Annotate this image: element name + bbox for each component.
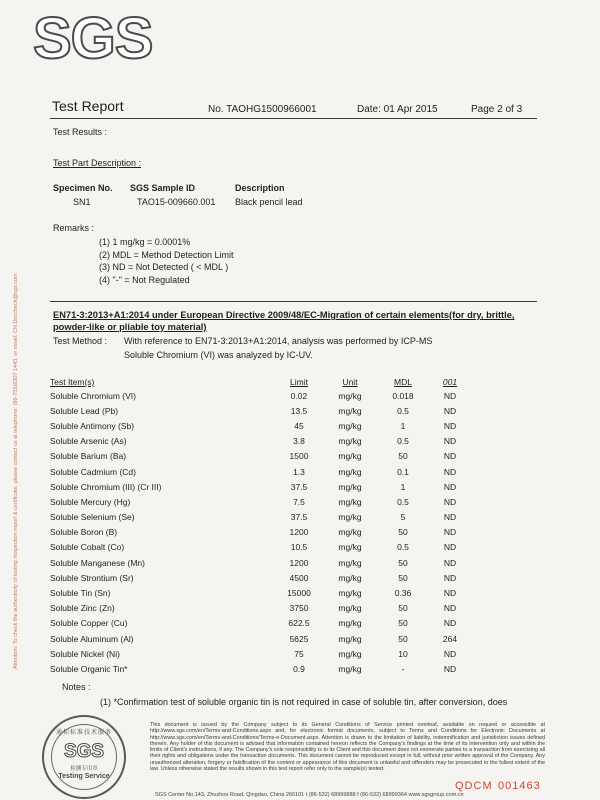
table-row: [50, 570, 470, 585]
mdl-cell: 50: [398, 451, 408, 462]
test-item-cell: Soluble Boron (B): [50, 527, 118, 538]
mdl-cell: 50: [398, 572, 408, 583]
test-item-cell: Soluble Chromium (III) (Cr III): [50, 481, 162, 492]
unit-cell: mg/kg: [338, 618, 362, 629]
test-part-description-heading: Test Part Description :: [53, 158, 142, 168]
limit-cell: 1200: [289, 557, 309, 568]
mdl-cell: 10: [398, 648, 408, 659]
result-001-cell: ND: [443, 466, 457, 477]
limit-cell: 37.5: [290, 481, 308, 492]
table-row: [50, 494, 470, 509]
test-item-cell: Soluble Selenium (Se): [50, 512, 135, 523]
result-001-cell: ND: [443, 512, 457, 523]
limit-cell: 37.5: [290, 512, 308, 523]
mdl-cell: -: [401, 663, 405, 674]
unit-cell: mg/kg: [338, 420, 362, 431]
unit-cell: mg/kg: [338, 527, 362, 538]
result-001-cell: ND: [443, 436, 457, 447]
limit-cell: 4500: [289, 572, 309, 583]
test-item-cell: Soluble Manganese (Mn): [50, 557, 145, 568]
description-header: Description: [235, 183, 285, 193]
result-001-cell: ND: [443, 588, 457, 599]
table-row: [50, 540, 470, 555]
section-title: EN71-3:2013+A1:2014 under European Directive 2009/48/EC-Migration of certain elements(for dry, brittle, powder-like or pliable toy material): [53, 310, 515, 332]
limit-cell: 0.02: [290, 390, 308, 401]
stamp-top-text: 通标标准技术服务: [55, 730, 112, 736]
mdl-cell: 50: [398, 603, 408, 614]
limit-cell: 1500: [289, 451, 309, 462]
limit-cell: 0.9: [293, 663, 305, 674]
remarks-label: Remarks :: [53, 223, 95, 233]
result-001-cell: ND: [443, 451, 457, 462]
report-number: No. TAOHG1500966001: [208, 104, 317, 115]
test-item-cell: Soluble Nickel (Ni): [50, 648, 120, 659]
specimen-no: SN1: [73, 197, 91, 207]
footer-address: SGS Center No.143, Zhuzhou Road, Qingdao, China 266101 t (86-532) 68999888 f (86-532) 68999364 www.sgsgroup.com.cn: [155, 792, 464, 798]
table-row: [50, 601, 470, 616]
table-row: [50, 646, 470, 661]
mdl-cell: 1: [400, 420, 406, 431]
unit-cell: mg/kg: [338, 557, 362, 568]
table-row: [50, 616, 470, 631]
testing-service-stamp: [42, 715, 126, 799]
test-item-cell: Soluble Lead (Pb): [50, 405, 119, 416]
test-item-cell: Soluble Mercury (Hg): [50, 496, 131, 507]
limit-cell: 1200: [289, 527, 309, 538]
result-001-cell: ND: [443, 663, 457, 674]
unit-cell: mg/kg: [338, 481, 362, 492]
result-001-cell: ND: [443, 648, 457, 659]
limit-cell: 75: [294, 648, 304, 659]
sgs-sample-id: TAO15-009660.001: [137, 197, 216, 207]
table-row: [50, 479, 470, 494]
mdl-cell: 0.018: [392, 390, 414, 401]
remarks-list: [99, 237, 233, 287]
notes-label: Notes :: [62, 682, 91, 692]
result-001-cell: ND: [443, 542, 457, 553]
unit-cell: mg/kg: [338, 451, 362, 462]
unit-cell: mg/kg: [338, 663, 362, 674]
sgs-logo: SGS: [33, 6, 153, 71]
test-item-cell: Soluble Cadmium (Cd): [50, 466, 136, 477]
table-row: [50, 449, 470, 464]
limit-cell: 5625: [289, 633, 309, 644]
report-title: Test Report: [52, 98, 124, 114]
remark-item: (3) ND = Not Detected ( < MDL ): [99, 262, 229, 273]
unit-cell: mg/kg: [338, 496, 362, 507]
test-item-cell: Soluble Organic Tin*: [50, 663, 128, 674]
side-authenticity-notice: Attention: To check the authenticity of testing /inspection report & certificate, please contact us at telephone: (86-755)8307 1443, or email: CN.Doccheck@sgs.com: [13, 273, 19, 669]
serial-number: 001463: [498, 780, 541, 792]
result-001-cell: ND: [443, 557, 457, 568]
specimen-description: Black pencil lead: [235, 197, 303, 207]
footer-fine-print: This document is issued by the Company subject to its General Conditions of Service printed overleaf, available on request or accessible at http://www.sgs.com/en/Terms-and-Conditions.aspx and, for electronic format documents, subject to Terms and Conditions for Electronic Documents at http://www.sgs.com/en/Terms-and-Conditions/Terms-e-Document.aspx. Attention is drawn to the limitation of liability, indemnification and jurisdiction issues defined therein. Any holder of this document is advised that information contained hereon reflects the Company's findings at the time of its intervention only and within the limits of Client's instructions, if any. The Company's sole responsibility is to its Client and this document does not exonerate parties to a transaction from exercising all their rights and obligations under the transaction documents. This document cannot be reproduced except in full, without prior written approval of the Company. Any unauthorized alteration, forgery or falsification of the content or appearance of this document is unlawful and offenders may be prosecuted to the fullest extent of the law. Unless otherwise stated the results shown in this test report refer only to the sample(s) tested.: [150, 722, 545, 773]
unit-cell: mg/kg: [338, 390, 362, 401]
limit-cell: 3.8: [293, 436, 305, 447]
mdl-cell: 50: [398, 527, 408, 538]
sgs-sample-id-header: SGS Sample ID: [130, 183, 196, 193]
test-results-heading: Test Results :: [53, 127, 108, 137]
results-table-body: [50, 388, 470, 677]
result-001-cell: ND: [443, 496, 457, 507]
serial-label: QDCM: [455, 780, 493, 792]
test-item-cell: Soluble Zinc (Zn): [50, 603, 115, 614]
mdl-cell: 0.5: [397, 496, 409, 507]
table-row: [50, 661, 470, 676]
col-001: 001: [442, 377, 458, 387]
limit-cell: 13.5: [290, 405, 308, 416]
test-item-cell: Soluble Strontium (Sr): [50, 572, 134, 583]
mdl-cell: 50: [398, 618, 408, 629]
note-item: (1) *Confirmation test of soluble organic tin is not required in case of soluble tin, after conversion, does: [100, 697, 508, 707]
mdl-cell: 0.36: [394, 588, 412, 599]
result-001-cell: ND: [443, 420, 457, 431]
result-001-cell: ND: [443, 390, 457, 401]
limit-cell: 7.5: [293, 496, 305, 507]
result-001-cell: ND: [443, 527, 457, 538]
table-row: [50, 525, 470, 540]
limit-cell: 10.5: [290, 542, 308, 553]
stamp-name: Testing Service: [58, 773, 110, 780]
stamp-logo: SGS: [63, 741, 105, 762]
table-row: [50, 555, 470, 570]
col-mdl: MDL: [394, 377, 412, 387]
header-divider: [50, 118, 537, 119]
unit-cell: mg/kg: [338, 466, 362, 477]
mdl-cell: 50: [398, 633, 408, 644]
mdl-cell: 50: [398, 557, 408, 568]
limit-cell: 622.5: [288, 618, 310, 629]
result-001-cell: ND: [443, 481, 457, 492]
test-method-label: Test Method :: [53, 336, 108, 346]
unit-cell: mg/kg: [338, 648, 362, 659]
results-table: [50, 376, 470, 677]
limit-cell: 45: [294, 420, 304, 431]
test-item-cell: Soluble Tin (Sn): [50, 588, 111, 599]
mdl-cell: 0.5: [397, 405, 409, 416]
remark-item: (4) "-" = Not Regulated: [99, 274, 190, 285]
unit-cell: mg/kg: [338, 603, 362, 614]
stamp-sub-text: 检测专用章: [70, 766, 98, 772]
test-item-cell: Soluble Copper (Cu): [50, 618, 128, 629]
unit-cell: mg/kg: [338, 588, 362, 599]
limit-cell: 1.3: [293, 466, 305, 477]
test-item-cell: Soluble Chromium (VI): [50, 390, 136, 401]
mdl-cell: 0.1: [397, 466, 409, 477]
test-item-cell: Soluble Antimony (Sb): [50, 420, 135, 431]
section-divider: [50, 301, 537, 302]
limit-cell: 15000: [287, 588, 311, 599]
result-001-cell: ND: [443, 572, 457, 583]
table-row: [50, 418, 470, 433]
unit-cell: mg/kg: [338, 572, 362, 583]
limit-cell: 3750: [289, 603, 309, 614]
unit-cell: mg/kg: [338, 512, 362, 523]
unit-cell: mg/kg: [338, 542, 362, 553]
test-item-cell: Soluble Barium (Ba): [50, 451, 127, 462]
unit-cell: mg/kg: [338, 633, 362, 644]
mdl-cell: 1: [400, 481, 406, 492]
result-001-cell: 264: [442, 633, 458, 644]
report-date: Date: 01 Apr 2015: [357, 104, 438, 115]
col-unit: Unit: [342, 377, 358, 387]
table-row: [50, 631, 470, 646]
result-001-cell: ND: [443, 405, 457, 416]
table-row: [50, 510, 470, 525]
remark-item: (2) MDL = Method Detection Limit: [99, 249, 234, 260]
col-limit: Limit: [290, 377, 308, 387]
table-header-row: [50, 376, 470, 388]
table-row: [50, 585, 470, 600]
mdl-cell: 0.5: [397, 542, 409, 553]
unit-cell: mg/kg: [338, 405, 362, 416]
table-row: [50, 403, 470, 418]
test-item-cell: Soluble Arsenic (As): [50, 436, 127, 447]
col-test-items: Test Item(s): [50, 377, 95, 387]
remark-item: (1) 1 mg/kg = 0.0001%: [99, 237, 191, 247]
test-method-line-2: Soluble Chromium (VI) was analyzed by IC-UV.: [124, 350, 313, 360]
result-001-cell: ND: [443, 603, 457, 614]
table-row: [50, 388, 470, 403]
mdl-cell: 5: [400, 512, 406, 523]
test-method-line-1: With reference to EN71-3:2013+A1:2014, analysis was performed by ICP-MS: [124, 336, 433, 346]
test-item-cell: Soluble Cobalt (Co): [50, 542, 125, 553]
test-item-cell: Soluble Aluminum (Al): [50, 633, 134, 644]
page-indicator: Page 2 of 3: [471, 104, 523, 115]
specimen-no-header: Specimen No.: [53, 183, 113, 193]
table-row: [50, 464, 470, 479]
mdl-cell: 0.5: [397, 436, 409, 447]
result-001-cell: ND: [443, 618, 457, 629]
unit-cell: mg/kg: [338, 436, 362, 447]
table-row: [50, 434, 470, 449]
